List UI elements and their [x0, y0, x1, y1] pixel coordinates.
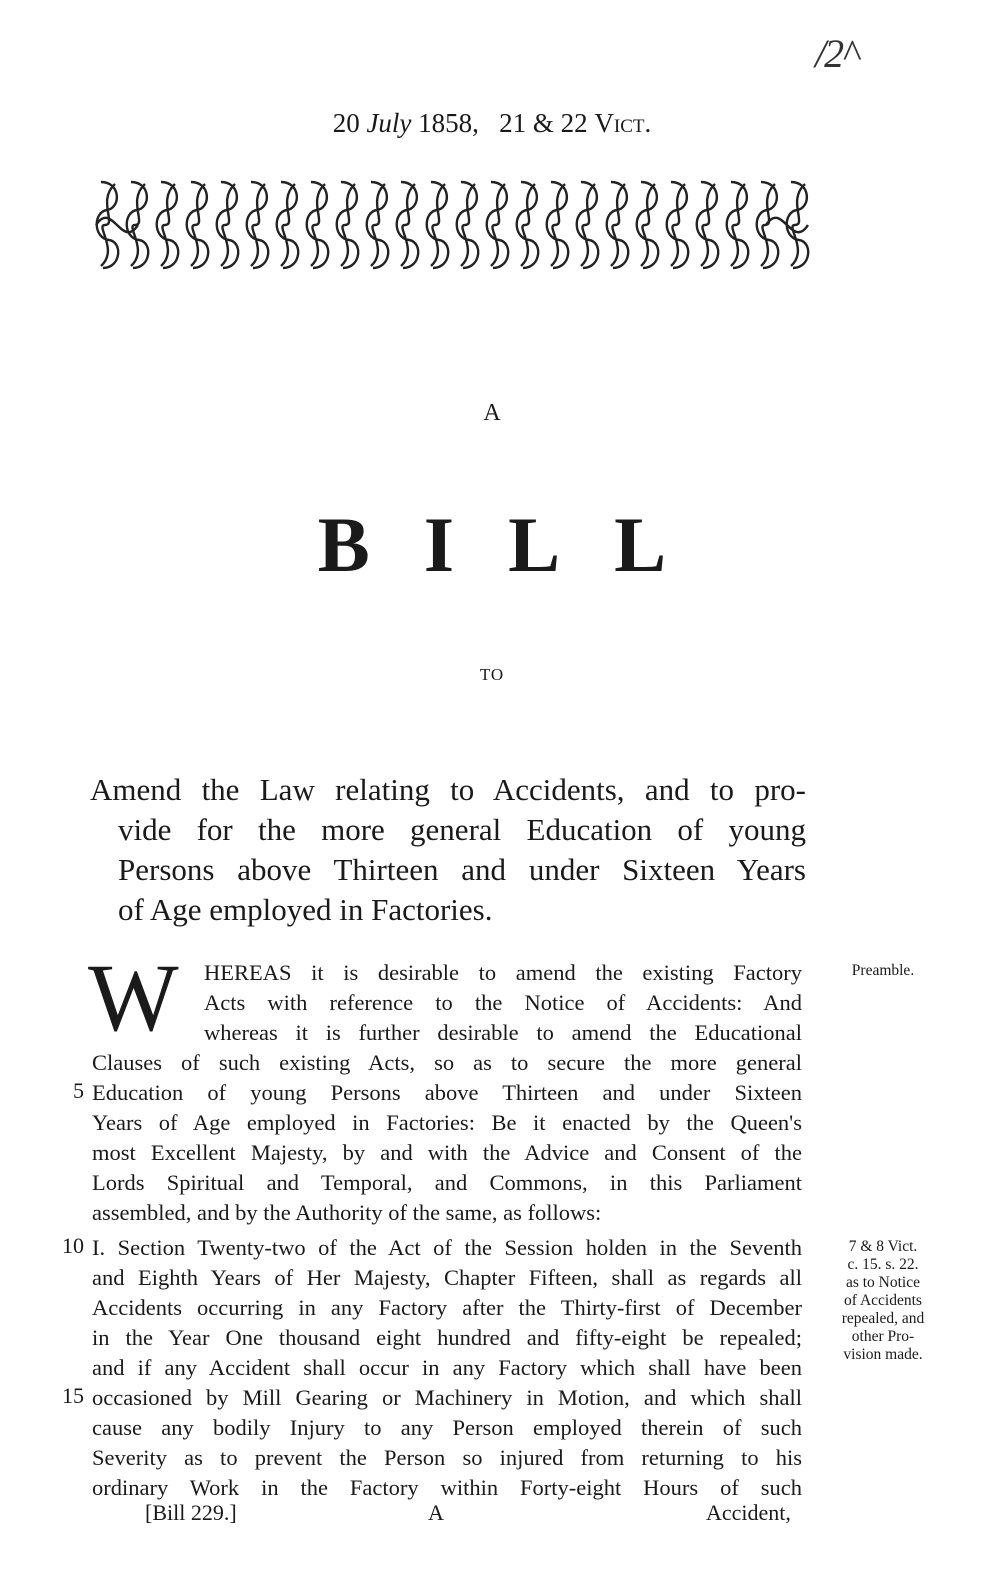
section-one-line: and Eighth Years of Her Majesty, Chapter Fifteen, shall as regards all — [92, 1265, 802, 1290]
margin-note-line: of Accidents — [844, 1292, 922, 1309]
long-title-line: vide for the more general Education of young — [118, 812, 806, 847]
section-one-line: occasioned by Mill Gearing or Machinery in Motion, and which shall — [92, 1385, 802, 1410]
catchword: Accident, — [706, 1500, 791, 1525]
title-to: TO — [479, 665, 505, 684]
header-sovereign: Vict. — [594, 108, 652, 138]
long-title-line: of Age employed in Factories. — [118, 892, 493, 927]
margin-note-line: vision made. — [843, 1346, 923, 1363]
margin-note-line: repealed, and — [841, 1310, 925, 1327]
margin-note-line: c. 15. s. 22. — [847, 1256, 919, 1273]
margin-note-line: 7 & 8 Vict. — [848, 1238, 918, 1255]
preamble-line: Years of Age employed in Factories: Be it enacted by the Queen's — [92, 1110, 802, 1135]
section-one-line: cause any bodily Injury to any Person employed therein of such — [92, 1415, 802, 1440]
section-one-line: Severity as to prevent the Person so injured from returning to his — [92, 1445, 802, 1470]
preamble-line: whereas it is further desirable to amend the Educational — [204, 1020, 802, 1045]
section-one-line: and if any Accident shall occur in any Factory which shall have been — [92, 1355, 802, 1380]
header-day: 20 — [332, 108, 360, 138]
preamble-line: Acts with reference to the Notice of Accidents: And — [204, 990, 802, 1015]
preamble-line: Clauses of such existing Acts, so as to secure the more general — [92, 1050, 802, 1075]
header-month: July — [366, 108, 412, 138]
decorative-ornament-band — [92, 170, 812, 280]
margin-note-line: other Pro- — [851, 1328, 915, 1345]
preamble-line: most Excellent Majesty, by and with the Advice and Consent of the — [92, 1140, 802, 1165]
signature-mark: A — [428, 1500, 444, 1525]
line-number: 5 — [73, 1078, 84, 1103]
preamble-line: HEREAS it is desirable to amend the existing Factory — [204, 960, 802, 985]
preamble-line: Education of young Persons above Thirteen and under Sixteen — [92, 1080, 802, 1105]
section-one-line: in the Year One thousand eight hundred and fifty-eight be repealed; — [92, 1325, 802, 1350]
long-title — [90, 770, 806, 930]
long-title-line: Amend the Law relating to Accidents, and to pro- — [90, 772, 806, 807]
section-one-line: Accidents occurring in any Factory after the Thirty-first of December — [92, 1295, 802, 1320]
bill-number: [Bill 229.] — [145, 1500, 237, 1525]
line-number: 10 — [62, 1233, 84, 1258]
title-article: A — [483, 400, 501, 426]
preamble-line: assembled, and by the Authority of the same, as follows: — [92, 1200, 602, 1225]
title-bill: BILL — [317, 501, 721, 588]
section-one-line: I. Section Twenty-two of the Act of the Session holden in the Seventh — [92, 1235, 802, 1260]
long-title-line: Persons above Thirteen and under Sixteen Years — [118, 852, 806, 887]
drop-cap: W — [88, 944, 179, 1051]
line-number: 15 — [62, 1383, 84, 1408]
header-year: 1858, — [418, 108, 479, 138]
margin-note-section-one — [808, 1238, 958, 1364]
session-header — [0, 108, 984, 139]
preamble-line: Lords Spiritual and Temporal, and Commons, in this Parliament — [92, 1170, 802, 1195]
margin-note-line: as to Notice — [845, 1274, 921, 1291]
margin-note-preamble: Preamble. — [851, 962, 915, 979]
section-one-line: ordinary Work in the Factory within Forty-eight Hours of such — [92, 1475, 802, 1500]
header-regnal-years: 21 & 22 — [499, 108, 588, 138]
archival-folio-mark: /2^ — [815, 31, 857, 76]
